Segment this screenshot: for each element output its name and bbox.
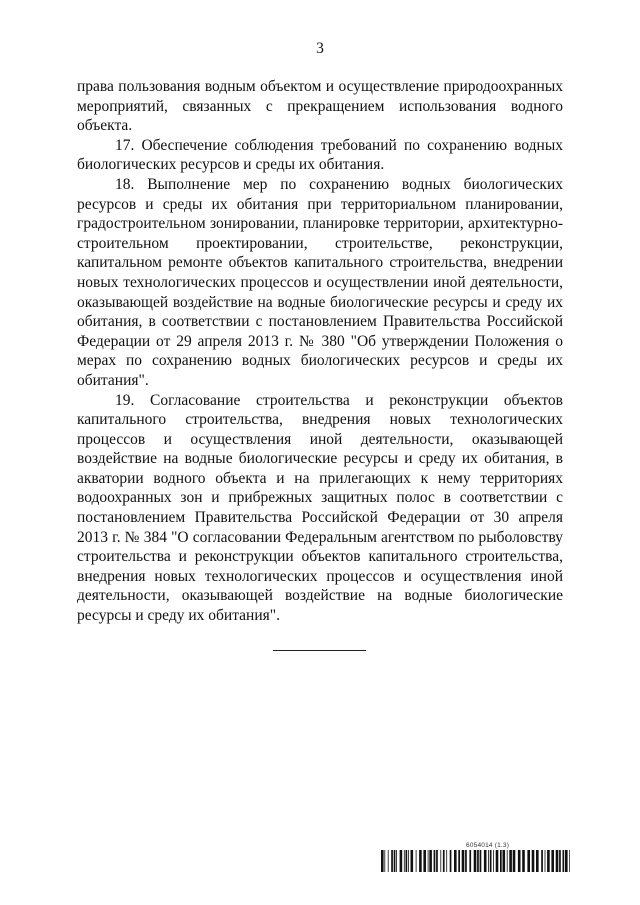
paragraph-19: 19. Согласование строительства и реконструкции объектов капитального строительства, внедрения новых технологических процессов и осуществления иной деятельности, оказывающей воздействие на водные биологические ресурсы и среду их обитания, в акватории водного объекта и на прилегающих к нему территориях водоохранных зон и прибрежных защитных полос в соответствии с постановлением Правительства Российской Федерации от 30 апреля 2013 г. № 384 "О согласовании Федеральным агентством по рыболовству строительства и реконструкции объектов капитального строительства, внедрения новых технологических процессов и осуществления иной деятельности, оказывающей воздействие на водные биологические ресурсы и среду их обитания". — [77, 391, 563, 625]
end-divider — [273, 650, 366, 651]
paragraph-17: 17. Обеспечение соблюдения требований по сохранению водных биологических ресурсов и среды их обитания. — [77, 136, 563, 174]
document-body — [77, 77, 563, 626]
barcode-icon — [381, 850, 570, 872]
page-number: 3 — [316, 40, 324, 57]
document-stamp-code: 6054014 (1.3) — [466, 842, 510, 849]
paragraph-18: 18. Выполнение мер по сохранению водных биологических ресурсов и среды их обитания при территориальном планировании, градостроительном зонировании, планировке территории, архитектурно-строительном проектировании, строительстве, реконструкции, капитальном ремонте объектов капитального строительства, внедрении новых технологических процессов и осуществлении иной деятельности, оказывающей воздействие на водные биологические ресурсы и среду их обитания, в соответствии с постановлением Правительства Российской Федерации от 29 апреля 2013 г. № 380 "Об утверждении Положения о мерах по сохранению водных биологических ресурсов и среды их обитания". — [77, 175, 563, 389]
paragraph-continuation: права пользования водным объектом и осуществление природоохранных мероприятий, связанных с прекращением использования водного объекта. — [77, 78, 563, 135]
